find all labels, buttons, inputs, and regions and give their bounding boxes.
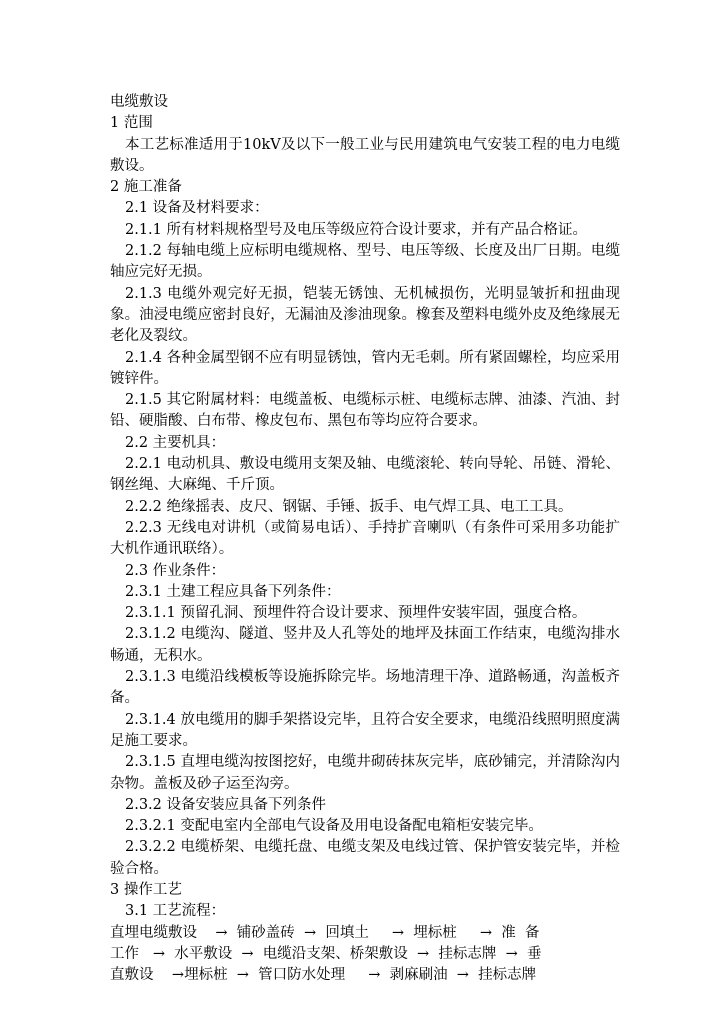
paragraph: 2.3.1.1 预留孔洞、预埋件符合设计要求、预埋件安装牢固，强度合格。	[125, 605, 587, 622]
paragraph: 2.1 设备及材料要求：	[125, 200, 269, 217]
paragraph: 2.1.2 每轴电缆上应标明电缆规格、型号、电压等级、长度及出厂日期。电缆轴应完好无损。	[110, 243, 620, 281]
paragraph: 2.1.5 其它附属材料：电缆盖板、电缆标示桩、电缆标志牌、油漆、汽油、封铅、硬脂酸、白布带、橡皮包布、黑包布等均应符合要求。	[110, 392, 620, 430]
paragraph: 2.3.1.5 直埋电缆沟按图挖好，电缆井砌砖抹灰完毕，底砂铺完，并清除沟内杂物。盖板及砂子运至沟旁。	[110, 754, 620, 792]
paragraph: 2.3 作业条件：	[125, 562, 226, 579]
paragraph: 2.1.1 所有材料规格型号及电压等级应符合设计要求，并有产品合格证。	[125, 221, 588, 238]
flow-line: 直敷设 →埋标桩 → 管口防水处理 → 剥麻刷油 → 挂标志牌	[110, 967, 537, 984]
flow-line: 工作 → 水平敷设 → 电缆沿支架、桥架敷设 → 挂标志牌 → 垂	[110, 945, 542, 962]
process-flow	[110, 923, 620, 987]
paragraph: 2.2.1 电动机具、敷设电缆用支架及轴、电缆滚轮、转向导轮、吊链、滑轮、钢丝绳、大麻绳、千斤顶。	[110, 456, 620, 494]
paragraph: 2.3.2 设备安装应具备下列条件	[125, 796, 327, 813]
paragraph: 本工艺标准适用于10kV及以下一般工业与民用建筑电气安装工程的电力电缆敷设。	[110, 136, 620, 174]
paragraph: 2.3.1.3 电缆沿线模板等设施拆除完毕。场地清理干净、道路畅通，沟盖板齐备。	[110, 669, 620, 707]
document-page	[110, 92, 620, 986]
paragraph: 3 操作工艺	[110, 881, 182, 898]
paragraph: 3.1 工艺流程：	[125, 903, 226, 920]
document-title: 电缆敷设	[110, 94, 168, 110]
paragraph: 2.3.1.2 电缆沟、隧道、竖井及人孔等处的地坪及抹面工作结束，电缆沟排水畅通，无积水。	[110, 626, 620, 664]
paragraph: 2.1.4 各种金属型钢不应有明显锈蚀，管内无毛刺。所有紧固螺栓，均应采用镀锌件。	[110, 349, 620, 387]
paragraph: 2 施工准备	[110, 179, 182, 196]
paragraph: 2.3.2.1 变配电室内全部电气设备及用电设备配电箱柜安装完毕。	[125, 818, 543, 835]
paragraph: 2.3.1.4 放电缆用的脚手架搭设完毕，且符合安全要求，电缆沿线照明照度满足施工要求。	[110, 711, 620, 749]
paragraph: 2.3.1 土建工程应具备下列条件：	[125, 583, 341, 600]
document-body	[110, 113, 620, 922]
paragraph: 2.3.2.2 电缆桥架、电缆托盘、电缆支架及电线过管、保护管安装完毕，并检验合格。	[110, 839, 620, 877]
paragraph: 2.2.3 无线电对讲机（或简易电话）、手持扩音喇叭（有条件可采用多功能扩大机作通讯联络）。	[110, 519, 620, 558]
paragraph: 2.2 主要机具：	[125, 434, 226, 451]
flow-line: 直埋电缆敷设 → 铺砂盖砖 → 回填土 → 埋标桩 → 准 备	[110, 924, 540, 941]
paragraph: 2.2.2 绝缘摇表、皮尺、钢锯、手锤、扳手、电气焊工具、电工工具。	[125, 498, 573, 515]
paragraph: 1 范围	[110, 115, 153, 132]
paragraph: 2.1.3 电缆外观完好无损，铠装无锈蚀、无机械损伤，光明显皱折和扭曲现象。油浸电缆应密封良好，无漏油及渗油现象。橡套及塑料电缆外皮及绝缘展无老化及裂纹。	[110, 285, 620, 345]
